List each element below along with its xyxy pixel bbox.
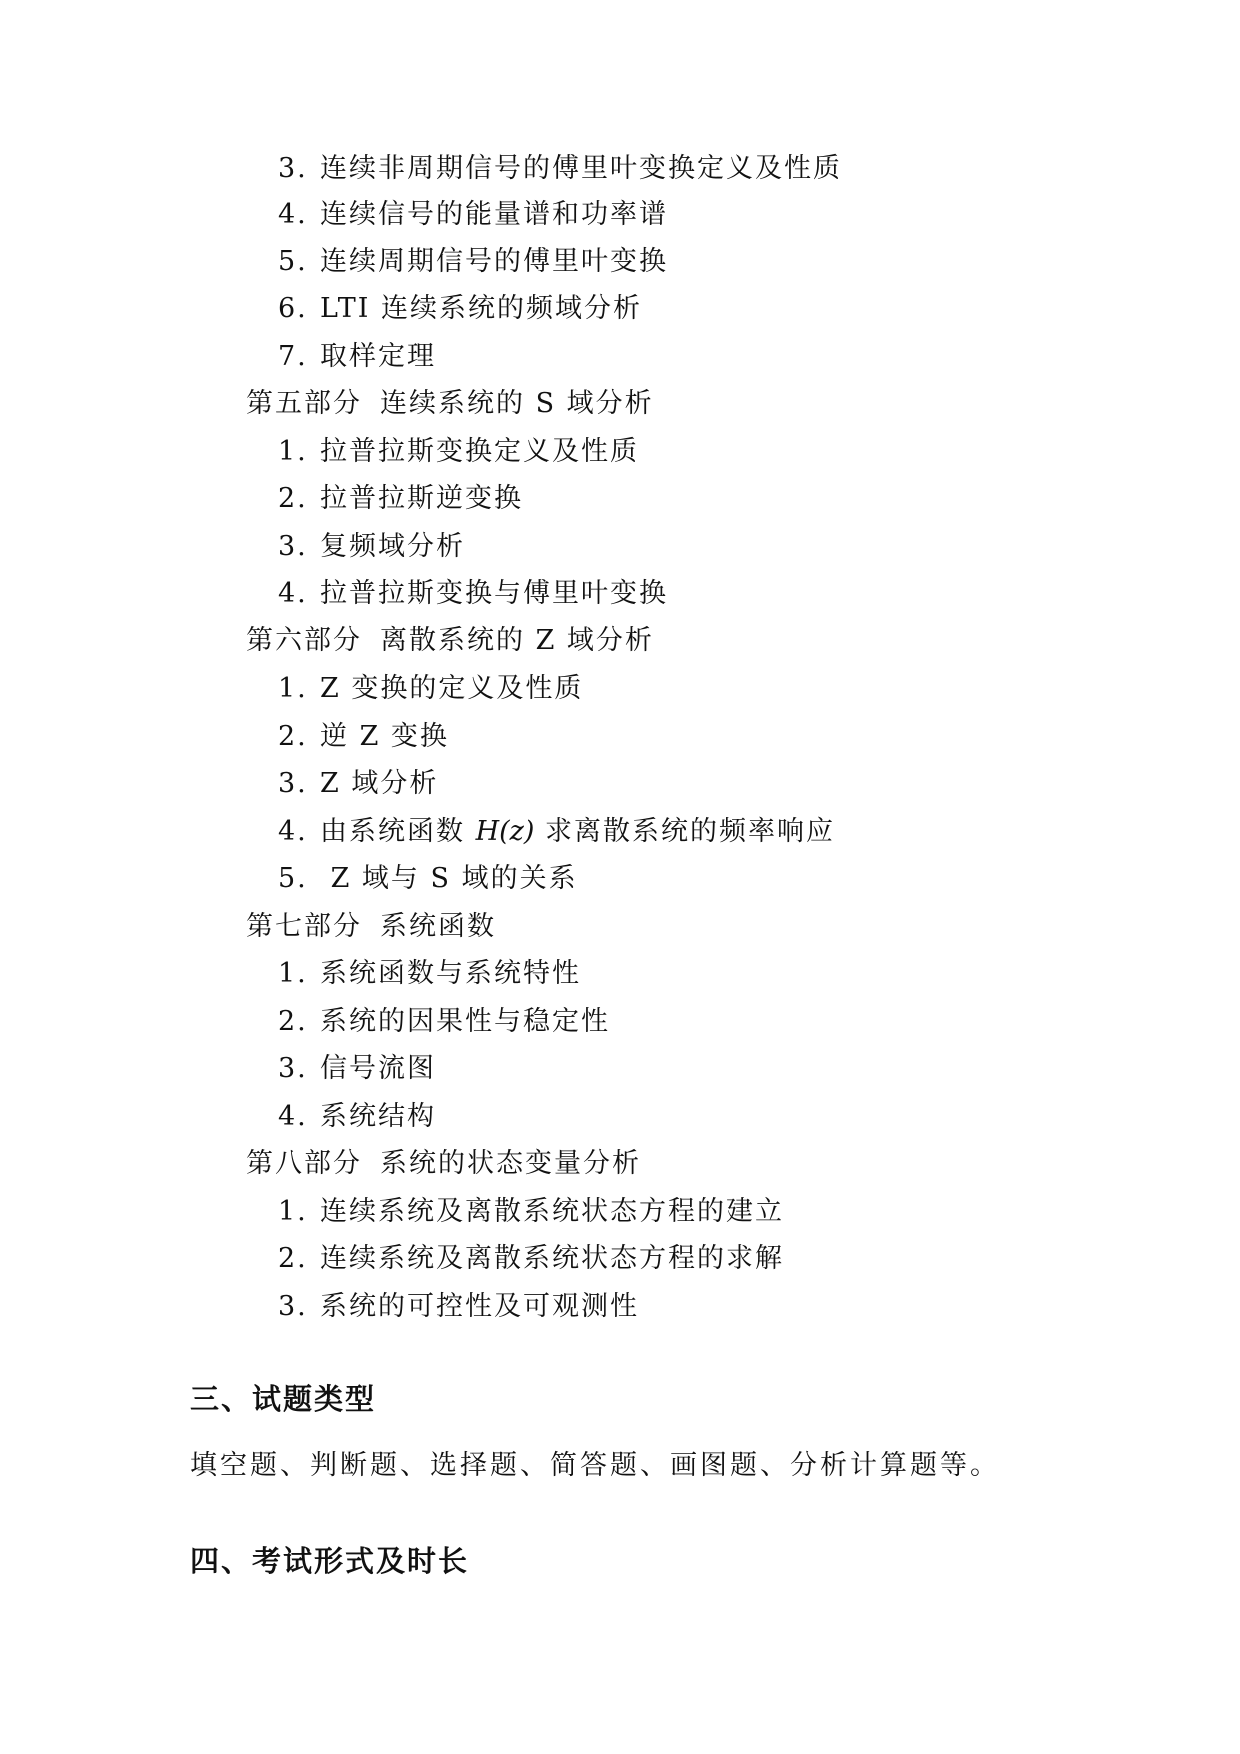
item-number: 1. bbox=[278, 436, 308, 467]
part-heading bbox=[246, 910, 496, 944]
list-item bbox=[278, 152, 842, 186]
item-text: 连续系统及离散系统状态方程的建立 bbox=[320, 1196, 784, 1227]
part-label: 第八部分 bbox=[246, 1148, 362, 1179]
item-number: 2. bbox=[278, 1006, 308, 1037]
item-number: 5. bbox=[278, 863, 308, 894]
part-title: 系统函数 bbox=[380, 911, 496, 942]
list-item bbox=[278, 292, 642, 326]
list-item bbox=[278, 435, 639, 469]
item-text: 连续非周期信号的傅里叶变换定义及性质 bbox=[320, 153, 842, 184]
item-text: 拉普拉斯变换定义及性质 bbox=[320, 436, 639, 467]
item-text: Z 域与 S 域的关系 bbox=[320, 863, 578, 894]
item-text: Z 域分析 bbox=[320, 768, 439, 799]
item-text: 取样定理 bbox=[320, 341, 436, 372]
item-number: 2. bbox=[278, 721, 308, 752]
item-number: 2. bbox=[278, 1243, 308, 1274]
item-text: 拉普拉斯逆变换 bbox=[320, 483, 523, 514]
item-number: 2. bbox=[278, 483, 308, 514]
item-number: 4. bbox=[278, 816, 308, 847]
part-heading bbox=[246, 387, 654, 421]
item-number: 3. bbox=[278, 531, 308, 562]
list-item bbox=[278, 1052, 436, 1086]
part-title: 离散系统的 Z 域分析 bbox=[380, 625, 654, 656]
list-item bbox=[278, 577, 668, 611]
list-item bbox=[278, 720, 449, 754]
item-text: 系统结构 bbox=[320, 1101, 436, 1132]
list-item bbox=[278, 815, 835, 849]
item-text: 逆 Z 变换 bbox=[320, 721, 449, 752]
item-number: 4. bbox=[278, 1101, 308, 1132]
part-heading bbox=[246, 624, 654, 658]
list-item bbox=[278, 767, 438, 801]
item-text: 信号流图 bbox=[320, 1053, 436, 1084]
section-body: 填空题、判断题、选择题、简答题、画图题、分析计算题等。 bbox=[190, 1450, 1000, 1481]
item-number: 1. bbox=[278, 958, 308, 989]
item-text: 系统的可控性及可观测性 bbox=[320, 1291, 639, 1322]
item-number: 3. bbox=[278, 768, 308, 799]
list-item bbox=[278, 672, 583, 706]
list-item bbox=[278, 1290, 639, 1324]
item-number: 4. bbox=[278, 199, 308, 230]
section-heading: 四、考试形式及时长 bbox=[190, 1544, 470, 1578]
list-item bbox=[278, 530, 465, 564]
part-label: 第七部分 bbox=[246, 911, 362, 942]
item-text: 系统函数与系统特性 bbox=[320, 958, 581, 989]
item-number: 3. bbox=[278, 153, 308, 184]
item-text: 复频域分析 bbox=[320, 531, 465, 562]
item-text-before: 由系统函数 bbox=[320, 816, 476, 847]
list-item bbox=[278, 1242, 784, 1276]
item-number: 5. bbox=[278, 246, 308, 277]
list-item bbox=[278, 340, 436, 374]
item-text-after: 求离散系统的频率响应 bbox=[534, 816, 836, 847]
list-item bbox=[278, 245, 668, 279]
item-number: 3. bbox=[278, 1053, 308, 1084]
item-number: 7. bbox=[278, 341, 308, 372]
part-heading bbox=[246, 1147, 641, 1181]
item-text: Z 变换的定义及性质 bbox=[320, 673, 584, 704]
part-label: 第五部分 bbox=[246, 388, 362, 419]
item-text: 连续系统及离散系统状态方程的求解 bbox=[320, 1243, 784, 1274]
part-label: 第六部分 bbox=[246, 625, 362, 656]
list-item bbox=[278, 862, 578, 896]
item-number: 6. bbox=[278, 293, 308, 324]
item-number: 3. bbox=[278, 1291, 308, 1322]
item-number: 4. bbox=[278, 578, 308, 609]
item-text: 拉普拉斯变换与傅里叶变换 bbox=[320, 578, 668, 609]
item-number: 1. bbox=[278, 1196, 308, 1227]
list-item bbox=[278, 482, 523, 516]
list-item bbox=[278, 1005, 610, 1039]
list-item bbox=[278, 198, 668, 232]
item-number: 1. bbox=[278, 673, 308, 704]
part-title: 连续系统的 S 域分析 bbox=[380, 388, 654, 419]
math-expression: H(z) bbox=[475, 816, 535, 847]
item-text: 连续周期信号的傅里叶变换 bbox=[320, 246, 668, 277]
item-text: 系统的因果性与稳定性 bbox=[320, 1006, 610, 1037]
item-text: 连续信号的能量谱和功率谱 bbox=[320, 199, 668, 230]
list-item bbox=[278, 957, 581, 991]
section-heading: 三、试题类型 bbox=[190, 1382, 377, 1416]
list-item bbox=[278, 1195, 784, 1229]
list-item bbox=[278, 1100, 436, 1134]
item-text: LTI 连续系统的频域分析 bbox=[320, 293, 642, 324]
part-title: 系统的状态变量分析 bbox=[380, 1148, 641, 1179]
